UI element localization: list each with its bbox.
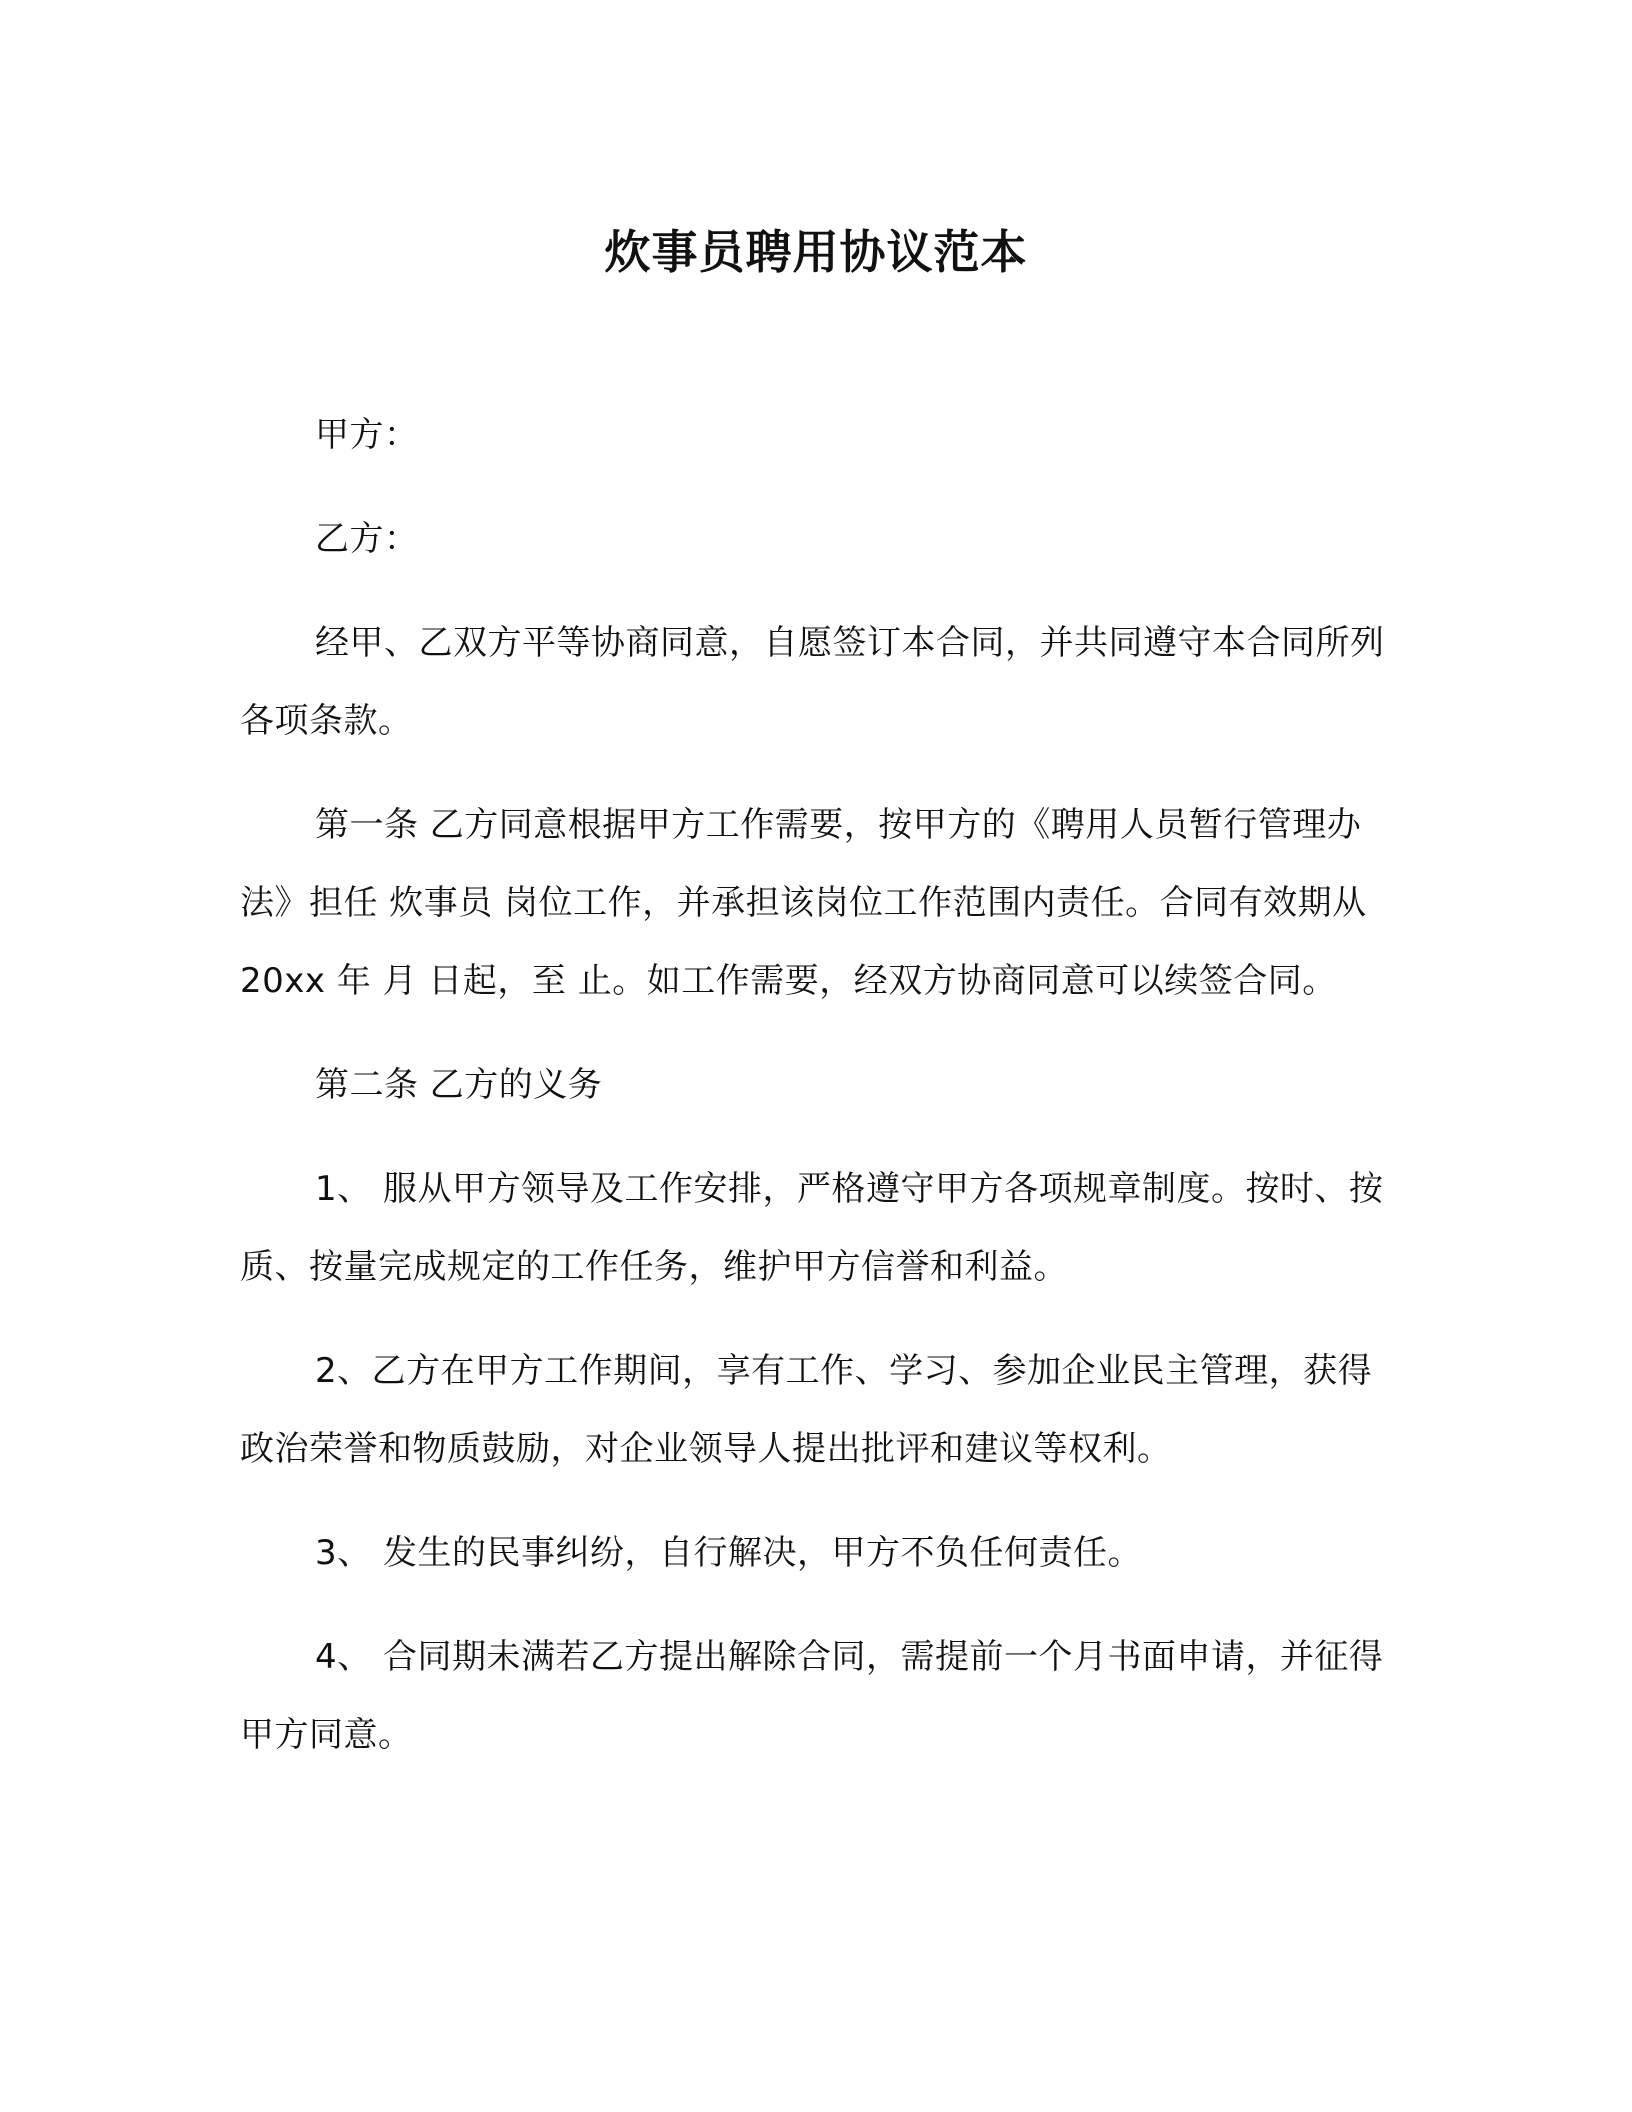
article-1-paragraph: 第一条 乙方同意根据甲方工作需要，按甲方的《聘用人员暂行管理办法》担任 炊事员 岗位工作，并承担该岗位工作范围内责任。合同有效期从 20xx 年 月 日起，至 止。如工作需要，经双方协商同意可以续签合同。 — [240, 805, 1367, 1001]
document-body — [240, 396, 1400, 1800]
party-b-line: 乙方： — [315, 519, 419, 559]
obligation-item-3: 3、 发生的民事纠纷，自行解决，甲方不负任何责任。 — [315, 1533, 1142, 1573]
preamble-paragraph: 经甲、乙双方平等协商同意，自愿签订本合同，并共同遵守本合同所列各项条款。 — [240, 623, 1385, 741]
article-2-heading: 第二条 乙方的义务 — [315, 1065, 603, 1105]
obligation-item-2: 2、乙方在甲方工作期间，享有工作、学习、参加企业民主管理，获得政治荣誉和物质鼓励，对企业领导人提出批评和建议等权利。 — [240, 1351, 1373, 1469]
document-title: 炊事员聘用协议范本 — [604, 225, 1028, 279]
obligation-item-1: 1、 服从甲方领导及工作安排，严格遵守甲方各项规章制度。按时、按质、按量完成规定的工作任务，维护甲方信誉和利益。 — [240, 1169, 1384, 1287]
party-a-line: 甲方： — [315, 415, 419, 455]
obligation-item-4: 4、 合同期未满若乙方提出解除合同，需提前一个月书面申请，并征得甲方同意。 — [240, 1637, 1384, 1755]
